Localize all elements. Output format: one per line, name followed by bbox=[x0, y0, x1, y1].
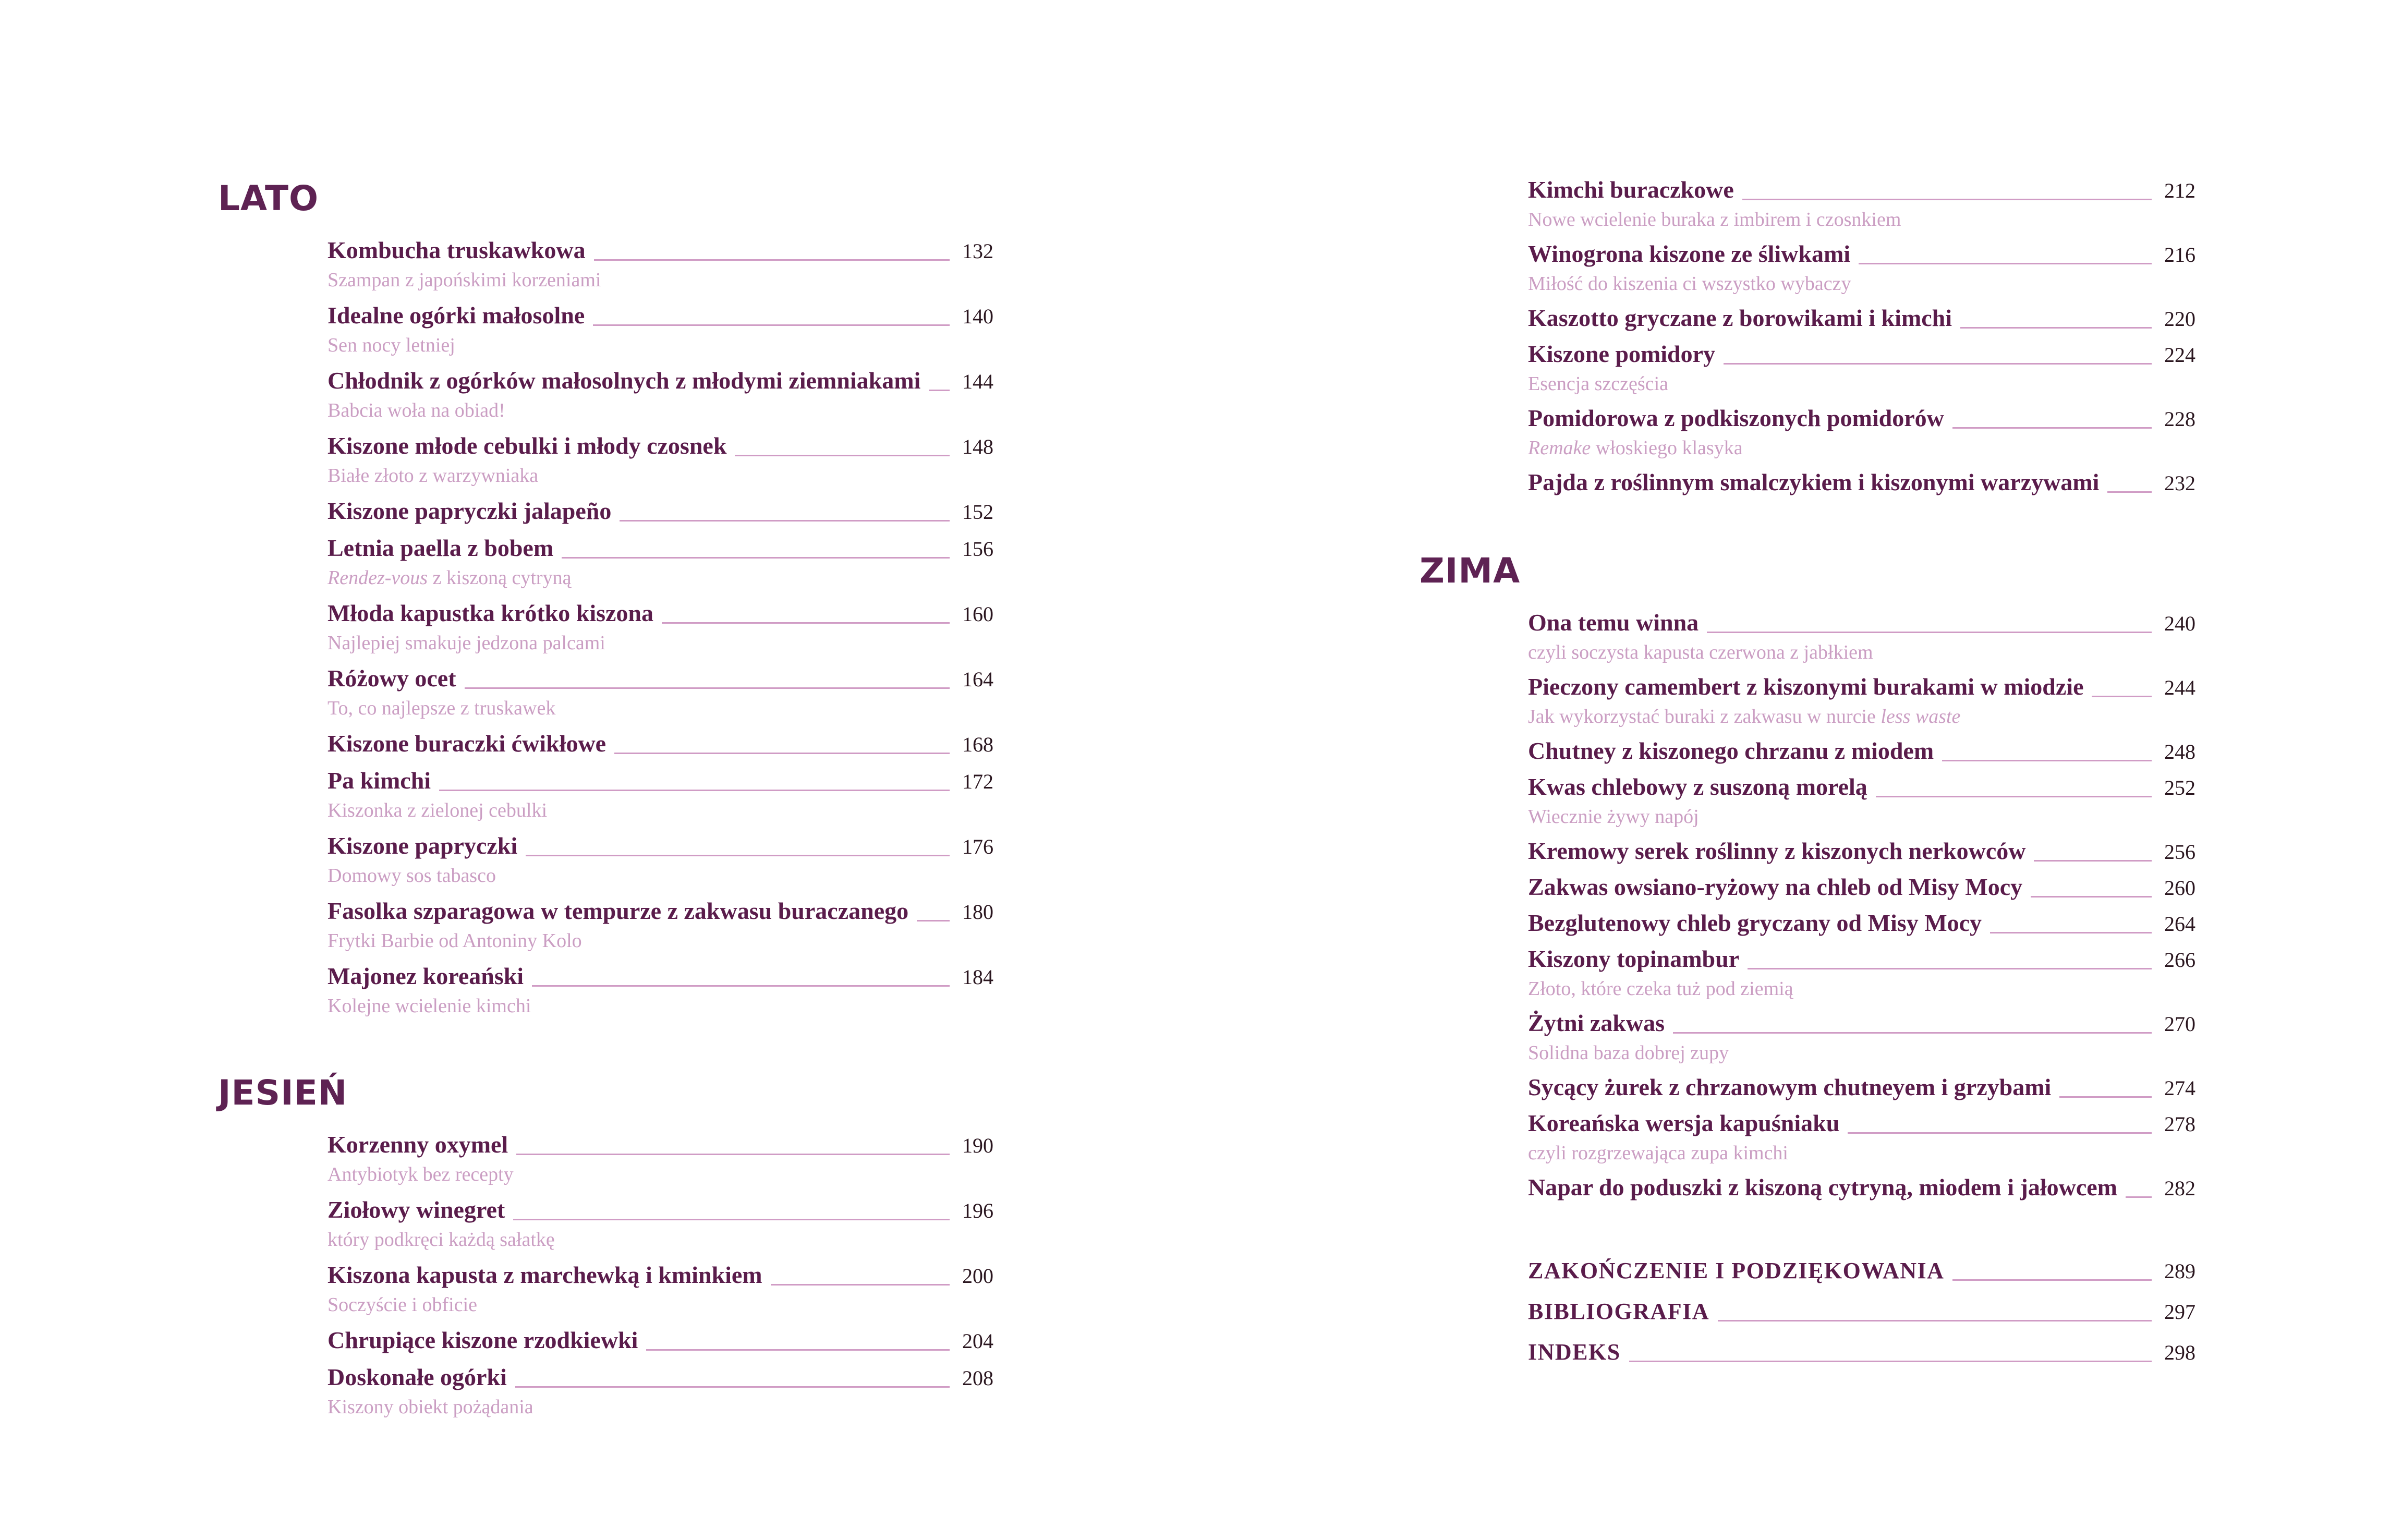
entry-row bbox=[327, 962, 993, 992]
page-number: 216 bbox=[2164, 243, 2195, 266]
subtitle-text: Frytki Barbie od Antoniny Kolo bbox=[327, 930, 582, 952]
leader-line bbox=[1673, 1032, 2152, 1034]
entry-title: Chutney z kiszonego chrzanu z miodem bbox=[1528, 737, 1934, 764]
entry-row bbox=[327, 831, 993, 862]
entry-row bbox=[1528, 468, 2195, 498]
page-number: 144 bbox=[962, 370, 993, 393]
page-number: 274 bbox=[2164, 1076, 2195, 1100]
page-number: 224 bbox=[2164, 343, 2195, 367]
toc-entry bbox=[327, 1326, 993, 1356]
leader-line bbox=[593, 324, 950, 326]
toc-entry bbox=[1528, 239, 2195, 298]
entry-row bbox=[1528, 339, 2195, 370]
entry-subtitle bbox=[327, 629, 993, 657]
subtitle-text: Miłość do kiszenia ci wszystko wybaczy bbox=[1528, 273, 1851, 295]
leader-line bbox=[1848, 1132, 2152, 1134]
entry-row bbox=[1528, 1173, 2195, 1203]
page-number: 180 bbox=[962, 900, 993, 924]
leader-line bbox=[1718, 1320, 2152, 1321]
leader-line bbox=[646, 1349, 950, 1351]
page-number: 190 bbox=[962, 1134, 993, 1157]
subtitle-text: Kiszony obiekt pożądania bbox=[327, 1396, 533, 1418]
entry-row bbox=[327, 729, 993, 759]
toc-entry bbox=[1528, 944, 2195, 1003]
toc-entry bbox=[1528, 772, 2195, 831]
entry-title: Żytni zakwas bbox=[1528, 1010, 1665, 1036]
toc-column-right bbox=[1420, 175, 2195, 1378]
leader-line bbox=[2092, 696, 2152, 697]
entry-subtitle bbox=[1528, 638, 2195, 666]
toc-entry bbox=[1528, 608, 2195, 666]
entry-title: Zakwas owsiano-ryżowy na chleb od Misy Mocy bbox=[1528, 874, 2023, 900]
leader-line bbox=[594, 259, 950, 261]
toc-entry bbox=[1528, 1173, 2195, 1203]
leader-line bbox=[917, 920, 950, 921]
page-number: 228 bbox=[2164, 407, 2195, 431]
subtitle-text: czyli soczysta kapusta czerwona z jabłkiem bbox=[1528, 641, 1873, 663]
toc-entry bbox=[1528, 1297, 2195, 1327]
leader-line bbox=[735, 455, 950, 456]
entry-row bbox=[1528, 608, 2195, 638]
entry-row bbox=[327, 599, 993, 629]
page-number: 270 bbox=[2164, 1012, 2195, 1036]
toc-entry bbox=[327, 896, 993, 955]
toc-entry bbox=[327, 766, 993, 824]
page-number: 196 bbox=[962, 1199, 993, 1222]
toc-section bbox=[1420, 175, 2195, 498]
entry-title: ZAKOŃCZENIE I PODZIĘKOWANIA bbox=[1528, 1258, 1945, 1283]
subtitle-text: Jak wykorzystać buraki z zakwasu w nurcie bbox=[1528, 706, 1881, 727]
toc-entry bbox=[327, 831, 993, 890]
entry-row bbox=[1528, 1297, 2195, 1327]
page-number: 297 bbox=[2164, 1300, 2195, 1324]
entry-subtitle bbox=[327, 564, 993, 592]
entry-title: Pomidorowa z podkiszonych pomidorów bbox=[1528, 405, 1944, 431]
leader-line bbox=[1707, 632, 2152, 633]
entry-subtitle bbox=[327, 862, 993, 890]
entry-row bbox=[327, 1195, 993, 1226]
entry-title: Kiszone papryczki jalapeño bbox=[327, 498, 612, 524]
entry-title: Kiszone młode cebulki i młody czosnek bbox=[327, 432, 727, 459]
entry-title: Doskonałe ogórki bbox=[327, 1364, 507, 1390]
leader-line bbox=[1748, 968, 2152, 969]
page-number: 240 bbox=[2164, 612, 2195, 635]
toc-entry bbox=[327, 664, 993, 722]
entry-subtitle bbox=[1528, 434, 2195, 462]
subtitle-text: Kiszonka z zielonej cebulki bbox=[327, 799, 548, 821]
entry-subtitle bbox=[327, 992, 993, 1020]
subtitle-text: który podkręci każdą sałatkę bbox=[327, 1229, 555, 1251]
entry-title: Kwas chlebowy z suszoną morelą bbox=[1528, 773, 1867, 800]
page-number: 160 bbox=[962, 602, 993, 626]
entry-title: Kiszone papryczki bbox=[327, 832, 518, 859]
page-number: 278 bbox=[2164, 1112, 2195, 1136]
entry-title: Koreańska wersja kapuśniaku bbox=[1528, 1110, 1840, 1136]
toc-entry bbox=[1528, 736, 2195, 767]
toc-entry bbox=[1528, 1338, 2195, 1367]
entry-row bbox=[327, 896, 993, 927]
page-number: 132 bbox=[962, 239, 993, 263]
entry-title: Pajda z roślinnym smalczykiem i kiszonymi warzywami bbox=[1528, 469, 2100, 495]
entry-subtitle bbox=[1528, 270, 2195, 298]
toc-entry bbox=[1528, 1256, 2195, 1286]
subtitle-text: To, co najlepsze z truskawek bbox=[327, 697, 556, 719]
entry-subtitle bbox=[327, 1291, 993, 1319]
entry-title: Kiszony topinambur bbox=[1528, 945, 1740, 972]
entry-title: Kiszona kapusta z marchewką i kminkiem bbox=[327, 1262, 762, 1288]
entry-row bbox=[327, 766, 993, 796]
leader-line bbox=[465, 687, 950, 689]
entry-subtitle bbox=[327, 927, 993, 955]
entry-subtitle bbox=[327, 331, 993, 359]
leader-line bbox=[1629, 1361, 2152, 1362]
toc-section bbox=[1420, 1256, 2195, 1367]
toc-entry bbox=[327, 599, 993, 657]
subtitle-text: Soczyście i obficie bbox=[327, 1294, 478, 1316]
entry-row bbox=[1528, 404, 2195, 434]
entry-title: Fasolka szparagowa w tempurze z zakwasu buraczanego bbox=[327, 898, 909, 924]
entry-subtitle bbox=[1528, 975, 2195, 1003]
entry-row bbox=[327, 366, 993, 396]
entry-row bbox=[1528, 1338, 2195, 1367]
toc-entry bbox=[1528, 1109, 2195, 1167]
subtitle-text: Szampan z japońskimi korzeniami bbox=[327, 269, 601, 291]
entry-title: Chłodnik z ogórków małosolnych z młodymi ziemniakami bbox=[327, 367, 921, 394]
entry-row bbox=[327, 301, 993, 331]
entry-title: Korzenny oxymel bbox=[327, 1131, 508, 1158]
entry-title: INDEKS bbox=[1528, 1339, 1621, 1365]
subtitle-text: Domowy sos tabasco bbox=[327, 865, 496, 887]
season-heading: LATO bbox=[218, 178, 319, 219]
toc-entries bbox=[1420, 608, 2195, 1203]
toc-entry bbox=[1528, 872, 2195, 903]
toc-entry bbox=[1528, 1073, 2195, 1103]
toc-entry bbox=[327, 1195, 993, 1254]
leader-line bbox=[1952, 1279, 2152, 1281]
toc-entry bbox=[327, 301, 993, 359]
page-number: 156 bbox=[962, 537, 993, 561]
page-number: 204 bbox=[962, 1329, 993, 1353]
entry-title: Kremowy serek roślinny z kiszonych nerkowców bbox=[1528, 838, 2026, 864]
toc-section bbox=[1420, 553, 2195, 1203]
page-number: 264 bbox=[2164, 912, 2195, 936]
leader-line bbox=[1724, 363, 2152, 365]
subtitle-text: Nowe wcielenie buraka z imbirem i czosnkiem bbox=[1528, 209, 1901, 231]
page-number: 289 bbox=[2164, 1259, 2195, 1283]
leader-line bbox=[1960, 327, 2152, 329]
page-number: 168 bbox=[962, 733, 993, 756]
subtitle-text: Białe złoto z warzywniaka bbox=[327, 465, 539, 487]
entry-row bbox=[1528, 1256, 2195, 1286]
entry-title: Letnia paella z bobem bbox=[327, 535, 554, 561]
page-number: 260 bbox=[2164, 876, 2195, 900]
subtitle-text: Rendez-vous bbox=[327, 567, 428, 589]
entry-subtitle bbox=[1528, 370, 2195, 398]
entry-subtitle bbox=[327, 796, 993, 824]
toc-entry bbox=[1528, 339, 2195, 398]
leader-line bbox=[2031, 896, 2152, 898]
toc-entry bbox=[1528, 672, 2195, 731]
subtitle-text: Esencja szczęścia bbox=[1528, 373, 1668, 395]
page-number: 200 bbox=[962, 1264, 993, 1288]
toc-entry bbox=[327, 729, 993, 759]
entry-row bbox=[327, 1260, 993, 1291]
leader-line bbox=[526, 855, 950, 856]
entry-row bbox=[1528, 1009, 2195, 1039]
leader-line bbox=[620, 520, 950, 522]
subtitle-text: czyli rozgrzewająca zupa kimchi bbox=[1528, 1142, 1788, 1164]
entry-row bbox=[1528, 304, 2195, 334]
toc-entry bbox=[1528, 836, 2195, 867]
entry-title: Kiszone pomidory bbox=[1528, 341, 1716, 367]
page-number: 282 bbox=[2164, 1177, 2195, 1200]
page-number: 184 bbox=[962, 965, 993, 989]
toc-entries bbox=[218, 236, 993, 1020]
entry-subtitle bbox=[1528, 1039, 2195, 1067]
toc-entry bbox=[1528, 468, 2195, 498]
page-number: 220 bbox=[2164, 307, 2195, 331]
page-number: 232 bbox=[2164, 471, 2195, 495]
entry-subtitle bbox=[1528, 702, 2195, 731]
leader-line bbox=[516, 1154, 950, 1155]
entry-subtitle bbox=[327, 396, 993, 425]
toc-entry bbox=[327, 366, 993, 425]
entry-subtitle bbox=[327, 266, 993, 294]
entry-row bbox=[327, 533, 993, 564]
entry-title: Napar do poduszki z kiszoną cytryną, miodem i jałowcem bbox=[1528, 1174, 2117, 1201]
entry-title: Majonez koreański bbox=[327, 963, 524, 989]
entry-row bbox=[1528, 239, 2195, 270]
entry-row bbox=[327, 431, 993, 462]
entry-row bbox=[1528, 944, 2195, 975]
page-number: 298 bbox=[2164, 1341, 2195, 1364]
page-number: 140 bbox=[962, 305, 993, 328]
page-number: 152 bbox=[962, 500, 993, 524]
page-number: 164 bbox=[962, 668, 993, 691]
leader-line bbox=[2126, 1196, 2152, 1198]
entry-row bbox=[327, 1130, 993, 1160]
entry-row bbox=[327, 496, 993, 527]
entry-title: Kimchi buraczkowe bbox=[1528, 176, 1734, 203]
subtitle-text: Kolejne wcielenie kimchi bbox=[327, 995, 531, 1017]
subtitle-text: Antybiotyk bez recepty bbox=[327, 1163, 514, 1185]
toc-entry bbox=[1528, 1009, 2195, 1067]
entry-subtitle bbox=[327, 1393, 993, 1421]
page-number: 248 bbox=[2164, 740, 2195, 763]
toc-entry bbox=[1528, 908, 2195, 939]
leader-line bbox=[1952, 427, 2152, 429]
entry-row bbox=[1528, 872, 2195, 903]
toc-entry bbox=[327, 236, 993, 294]
entry-subtitle bbox=[327, 462, 993, 490]
entry-title: Pieczony camembert z kiszonymi burakami w miodzie bbox=[1528, 673, 2084, 700]
entry-row bbox=[1528, 175, 2195, 205]
page-number: 266 bbox=[2164, 948, 2195, 972]
toc-entry bbox=[1528, 304, 2195, 334]
subtitle-text: Remake bbox=[1528, 437, 1591, 459]
entry-subtitle bbox=[1528, 205, 2195, 234]
entry-title: Bezglutenowy chleb gryczany od Misy Mocy bbox=[1528, 910, 1982, 936]
season-heading: JESIEŃ bbox=[218, 1073, 348, 1113]
leader-line bbox=[614, 753, 950, 754]
page-number: 244 bbox=[2164, 676, 2195, 699]
toc-entry bbox=[327, 533, 993, 592]
leader-line bbox=[929, 390, 950, 391]
page-number: 256 bbox=[2164, 840, 2195, 864]
entry-title: Ona temu winna bbox=[1528, 609, 1699, 636]
entry-subtitle bbox=[1528, 1139, 2195, 1167]
toc-entries bbox=[1420, 1256, 2195, 1367]
entry-subtitle bbox=[327, 694, 993, 722]
entry-row bbox=[1528, 1073, 2195, 1103]
toc-entry bbox=[327, 496, 993, 527]
page-number: 208 bbox=[962, 1366, 993, 1390]
entry-subtitle bbox=[327, 1226, 993, 1254]
leader-line bbox=[2107, 491, 2152, 493]
page-number: 252 bbox=[2164, 776, 2195, 799]
leader-line bbox=[515, 1386, 950, 1388]
leader-line bbox=[1942, 760, 2152, 761]
toc-section bbox=[218, 180, 993, 1020]
entry-title: Różowy ocet bbox=[327, 665, 456, 692]
season-heading: ZIMA bbox=[1420, 551, 1521, 591]
entry-title: Sycący żurek z chrzanowym chutneyem i grzybami bbox=[1528, 1074, 2052, 1100]
toc-entry bbox=[327, 1130, 993, 1189]
leader-line bbox=[562, 557, 950, 559]
page-number: 176 bbox=[962, 835, 993, 858]
subtitle-text: Najlepiej smakuje jedzona palcami bbox=[327, 632, 605, 654]
toc-entry bbox=[1528, 404, 2195, 462]
leader-line bbox=[771, 1284, 950, 1286]
subtitle-text: Złoto, które czeka tuż pod ziemią bbox=[1528, 978, 1793, 1000]
entry-title: Kiszone buraczki ćwikłowe bbox=[327, 730, 606, 757]
entry-title: Młoda kapustka krótko kiszona bbox=[327, 600, 653, 626]
toc-entry bbox=[1528, 175, 2195, 234]
entry-title: Pa kimchi bbox=[327, 767, 431, 794]
page-number: 148 bbox=[962, 435, 993, 458]
entry-title: Ziołowy winegret bbox=[327, 1196, 505, 1223]
entry-row bbox=[327, 1363, 993, 1393]
entry-row bbox=[1528, 908, 2195, 939]
toc-entries bbox=[1420, 175, 2195, 498]
entry-subtitle bbox=[1528, 803, 2195, 831]
subtitle-text: Sen nocy letniej bbox=[327, 334, 455, 356]
entry-title: Kaszotto gryczane z borowikami i kimchi bbox=[1528, 305, 1952, 331]
page-number: 212 bbox=[2164, 179, 2195, 202]
entry-row bbox=[327, 236, 993, 266]
subtitle-text: Solidna baza dobrej zupy bbox=[1528, 1042, 1729, 1064]
entry-row bbox=[1528, 736, 2195, 767]
toc-entry bbox=[327, 1363, 993, 1421]
entry-row bbox=[1528, 672, 2195, 702]
leader-line bbox=[1990, 932, 2152, 933]
entry-subtitle bbox=[327, 1160, 993, 1189]
leader-line bbox=[662, 622, 950, 624]
subtitle-text: less waste bbox=[1881, 706, 1961, 727]
entry-row bbox=[327, 664, 993, 694]
entry-title: Idealne ogórki małosolne bbox=[327, 302, 585, 329]
leader-line bbox=[2034, 860, 2152, 862]
leader-line bbox=[1876, 796, 2152, 797]
toc-entry bbox=[327, 1260, 993, 1319]
entry-row bbox=[1528, 1109, 2195, 1139]
leader-line bbox=[513, 1219, 950, 1220]
subtitle-text: włoskiego klasyka bbox=[1591, 437, 1743, 459]
subtitle-text: z kiszoną cytryną bbox=[428, 567, 572, 589]
entry-title: Chrupiące kiszone rzodkiewki bbox=[327, 1327, 638, 1353]
leader-line bbox=[1859, 263, 2152, 264]
page-number: 172 bbox=[962, 770, 993, 793]
toc-entry bbox=[327, 431, 993, 490]
leader-line bbox=[1742, 199, 2152, 200]
entry-title: Winogrona kiszone ze śliwkami bbox=[1528, 240, 1851, 267]
entry-row bbox=[1528, 772, 2195, 803]
subtitle-text: Wiecznie żywy napój bbox=[1528, 806, 1699, 828]
leader-line bbox=[2059, 1096, 2152, 1098]
toc-column-left bbox=[218, 180, 993, 1428]
entry-row bbox=[327, 1326, 993, 1356]
toc-entries bbox=[218, 1130, 993, 1421]
leader-line bbox=[439, 790, 950, 791]
entry-row bbox=[1528, 836, 2195, 867]
toc-entry bbox=[327, 962, 993, 1020]
leader-line bbox=[532, 985, 950, 987]
entry-title: Kombucha truskawkowa bbox=[327, 237, 586, 263]
entry-title: BIBLIOGRAFIA bbox=[1528, 1299, 1710, 1324]
toc-section bbox=[218, 1075, 993, 1421]
subtitle-text: Babcia woła na obiad! bbox=[327, 399, 505, 421]
